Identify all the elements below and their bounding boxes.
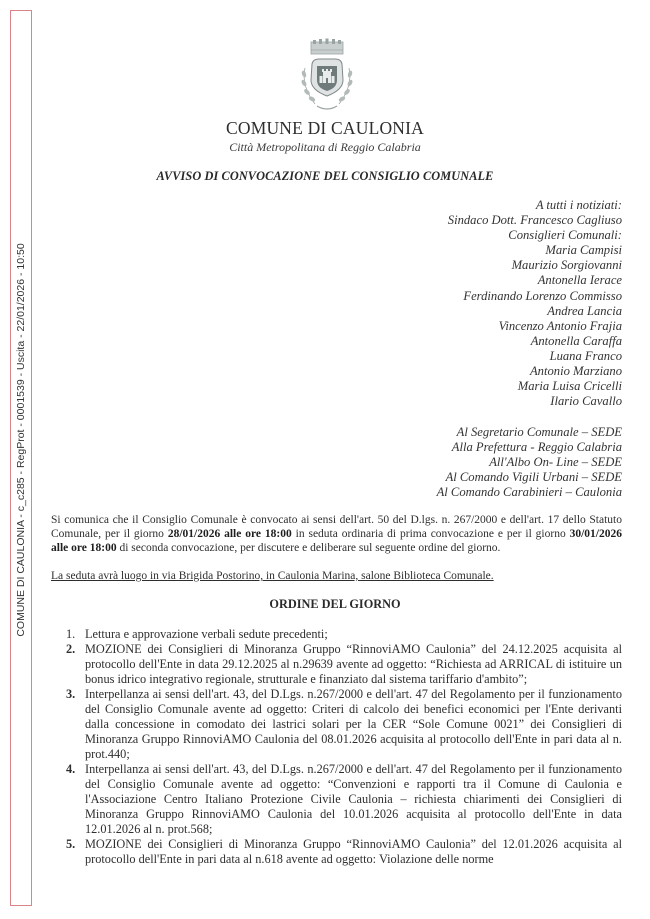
protocol-stamp-text: COMUNE DI CAULONIA - c_c285 - RegProt - 0001539 - Uscita - 22/01/2026 - 10:50 <box>15 243 27 637</box>
first-convocation-date: 28/01/2026 alle ore 18:00 <box>167 527 292 540</box>
intro-text: in seduta ordinaria di prima convocazione e per il giorno <box>291 527 570 540</box>
agenda-item-number: 1. <box>66 627 76 641</box>
recipient-councillor: Ilario Cavallo <box>550 394 622 409</box>
agenda-item-text: MOZIONE dei Consiglieri di Minoranza Gruppo “RinnoviAMO Caulonia” del 24.12.2025 acquisita al protocollo dell'Ente in data 29.12.2025 al n.29639 avente ad oggetto: “Richiesta ad ARRICAL di istituire un bonus idrico integrativo regionale, strutturale e finanziato dal sistema tariffario d'ambito”; <box>85 642 622 686</box>
agenda-item <box>66 837 622 867</box>
recipients-list <box>448 198 622 409</box>
office-recipient: Alla Prefettura - Reggio Calabria <box>451 440 622 455</box>
convocation-paragraph <box>51 514 622 556</box>
municipality-title: COMUNE DI CAULONIA <box>225 118 425 138</box>
agenda-item-number: 3. <box>66 687 76 701</box>
agenda-item-text: Lettura e approvazione verbali sedute precedenti; <box>85 627 328 641</box>
recipients-councillors-heading: Consiglieri Comunali: <box>508 228 622 243</box>
office-recipient: All'Albo On- Line – SEDE <box>489 455 622 470</box>
municipality-subtitle: Città Metropolitana di Reggio Calabria <box>229 140 421 154</box>
recipients-heading: A tutti i notiziati: <box>535 198 622 212</box>
recipient-councillor: Antonella Ierace <box>537 273 622 288</box>
intro-text: Si comunica che il Consiglio Comunale è convocato ai sensi dell'art. 50 del D.lgs. n. 267/2000 e dell'art. 17 dello Statuto Comunale, per il giorno <box>51 514 622 540</box>
office-recipient: Al Comando Vigili Urbani – SEDE <box>445 470 622 485</box>
recipient-councillor: Antonio Marziano <box>529 364 622 379</box>
agenda-item-text: Interpellanza ai sensi dell'art. 43, del D.Lgs. n.267/2000 e dell'art. 47 del Regolamento per il funzionamento del Consiglio Comunale avente ad oggetto: Criteri di calcolo dei benefici economici per l'Ente derivanti dalla concessione in comodato dei lastrici solari per la CER “Sole Comune 0021” dei Consiglieri di Minoranza Gruppo RinnoviAMO Caulonia del 08.01.2026 acquisita al protocollo dell'Ente in pari data al n. prot.440; <box>85 687 622 761</box>
agenda-title: ORDINE DEL GIORNO <box>269 597 401 611</box>
recipient-councillor: Antonella Caraffa <box>530 333 622 348</box>
meeting-venue: La seduta avrà luogo in via Brigida Postorino, in Caulonia Marina, salone Biblioteca Comunale. <box>51 570 494 582</box>
office-recipient: Al Comando Carabinieri – Caulonia <box>436 485 622 500</box>
agenda-item-number: 2. <box>66 642 76 656</box>
notice-title: AVVISO DI CONVOCAZIONE DEL CONSIGLIO COMUNALE <box>156 169 494 183</box>
recipient-councillor: Maurizio Sorgiovanni <box>511 258 622 273</box>
agenda-item-text: MOZIONE dei Consiglieri di Minoranza Gruppo “RinnoviAMO Caulonia” del 12.01.2026 acquisita al protocollo dell'Ente in pari data al n.618 avente ad oggetto: Violazione delle norme <box>85 837 622 866</box>
agenda-item-number: 4. <box>66 762 76 776</box>
recipient-councillor: Maria Campisi <box>545 243 622 258</box>
second-convocation-date: 30/01/2026 alle ore 18:00 <box>51 527 622 554</box>
agenda-item-text: Interpellanza ai sensi dell'art. 43, del D.Lgs. n.267/2000 e dell'art. 47 del Regolamento per il funzionamento del Consiglio Comunale avente ad oggetto: “Convenzioni e rapporti tra il Comune di Caulonia e l'Associazione Centro Italiano Protezione Civile Caulonia – richiesta chiarimenti dei Consiglieri di Minoranza Gruppo RinnoviAMO Caulonia del 10.01.2026 acquisita al protocollo dell'Ente in data 12.01.2026 al n. prot.568; <box>85 762 622 836</box>
recipient-councillor: Ferdinando Lorenzo Commisso <box>463 288 622 303</box>
recipient-councillor: Luana Franco <box>549 348 622 363</box>
agenda-item <box>66 687 622 762</box>
agenda-item <box>66 627 622 642</box>
recipient-mayor: Sindaco Dott. Francesco Cagliuso <box>447 213 622 228</box>
intro-text: di seconda convocazione, per discutere e deliberare sul seguente ordine del giorno. <box>116 541 501 554</box>
agenda-list <box>66 627 622 867</box>
offices-list <box>437 425 622 500</box>
coat-of-arms-icon <box>293 38 361 118</box>
office-recipient: Al Segretario Comunale – SEDE <box>456 425 622 439</box>
agenda-item <box>66 642 622 687</box>
recipient-councillor: Andrea Lancia <box>547 303 622 318</box>
agenda-item-number: 5. <box>66 837 76 851</box>
recipient-councillor: Maria Luisa Cricelli <box>517 379 622 394</box>
recipient-councillor: Vincenzo Antonio Frajia <box>498 318 622 333</box>
agenda-item <box>66 762 622 837</box>
